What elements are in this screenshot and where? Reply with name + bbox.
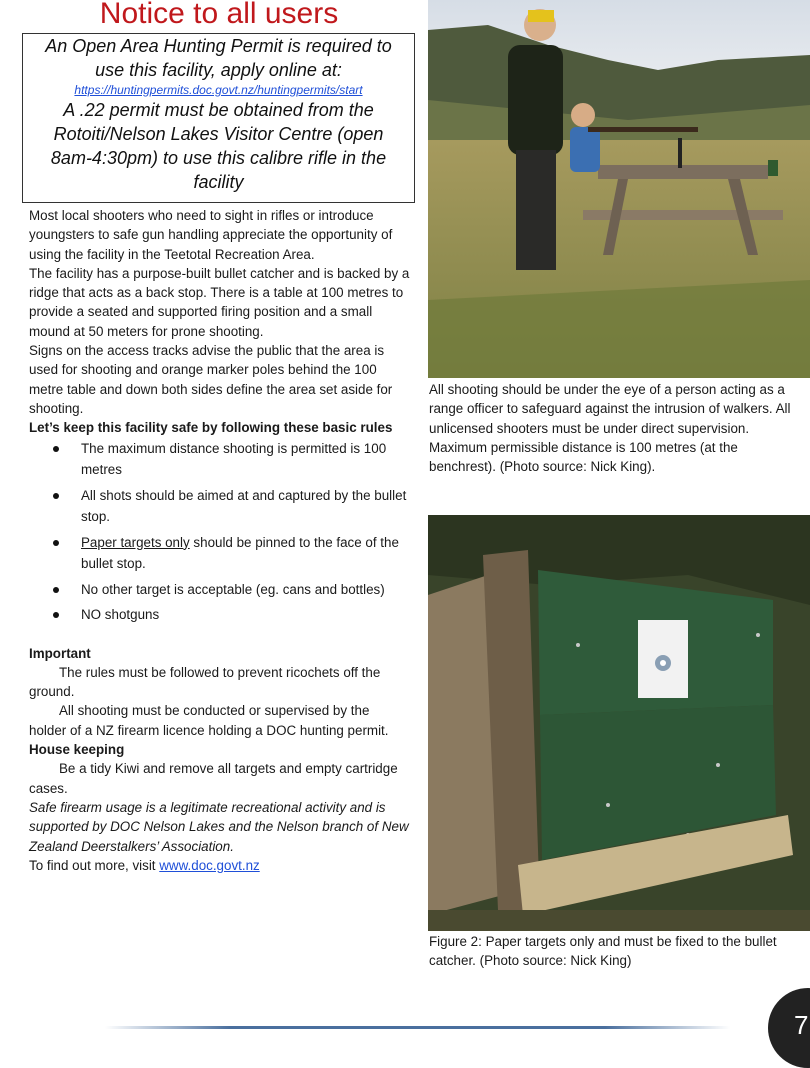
footer-divider: [105, 1026, 730, 1029]
bullet-icon: [53, 540, 59, 546]
list-item: All shots should be aimed at and captured by the bullet stop.: [81, 485, 410, 528]
list-item: No other target is acceptable (eg. cans and bottles): [81, 579, 410, 601]
important-ricochet: The rules must be followed to prevent ricochets off the ground.: [29, 664, 381, 700]
important-supervision: All shooting must be conducted or supervised by the holder of a NZ firearm licence holding a DOC hunting permit.: [29, 703, 389, 738]
page-title: Notice to all users: [99, 0, 339, 30]
list-item: Paper targets only should be pinned to the face of the bullet stop.: [81, 532, 410, 575]
bullet-catcher-illustration: [428, 515, 810, 931]
closing-statement: Safe firearm usage is a legitimate recreational activity and is supported by DOC Nelson Lakes and the Nelson branch of New Zealand Deerstalkers’ Association.: [29, 799, 409, 854]
bullet-icon: [53, 493, 59, 499]
page-number: 7: [794, 1010, 809, 1040]
list-item: NO shotguns: [81, 604, 410, 626]
notice-line-4: Rotoiti/Nelson Lakes Visitor Centre (open: [53, 124, 384, 144]
paper-targets-emphasis: Paper targets only: [81, 534, 190, 550]
range-photo-illustration: [428, 0, 810, 378]
range-officer-photo: [428, 0, 810, 378]
paragraph-signs: Signs on the access tracks advise the public that the area is used for shooting and orange marker poles behind the 100 metre table and down both sides define the area set aside for shooting.: [29, 343, 393, 416]
permit-notice-box: [22, 33, 415, 203]
photo1-caption: All shooting should be under the eye of a person acting as a range officer to safeguard against the intrusion of walkers. All unlicensed shooters must be under direct supervision. Maximum permissible distance is 100 metres (at the benchrest). (Photo source: Nick King).: [429, 382, 791, 475]
rules-list: [29, 438, 410, 626]
body-text: [29, 206, 410, 875]
housekeeping-heading: House keeping: [29, 742, 125, 758]
notice-line-1: An Open Area Hunting Permit is required to: [45, 36, 392, 56]
housekeeping-text: Be a tidy Kiwi and remove all targets and empty cartridge cases.: [29, 761, 398, 796]
important-heading: Important: [29, 645, 91, 661]
photo2-caption: Figure 2: Paper targets only and must be fixed to the bullet catcher. (Photo source: Nick King): [429, 934, 777, 969]
permit-url-link[interactable]: https://huntingpermits.doc.govt.nz/huntingpermits/start: [74, 83, 363, 97]
notice-line-6: facility: [193, 172, 244, 192]
page-number-badge: [768, 988, 810, 1068]
bullet-catcher-photo: [428, 515, 810, 931]
notice-line-3: A .22 permit must be obtained from the: [63, 100, 374, 120]
paragraph-facility: The facility has a purpose-built bullet catcher and is backed by a ridge that acts as a back stop. There is a table at 100 metres to provide a seated and supported firing position and a small mound at 50 meters for prone shooting.: [29, 265, 410, 339]
paragraph-intro: Most local shooters who need to sight in rifles or introduce youngsters to safe gun handling appreciate the opportunity of using the facility in the Teetotal Recreation Area.: [29, 208, 393, 262]
doc-website-link[interactable]: www.doc.govt.nz: [159, 857, 260, 873]
notice-line-5: 8am-4:30pm) to use this calibre rifle in the: [50, 148, 387, 168]
bullet-icon: [53, 446, 59, 452]
rules-heading: Let’s keep this facility safe by following these basic rules: [29, 420, 393, 436]
find-out-more: To find out more, visit www.doc.govt.nz: [29, 857, 260, 873]
list-item: The maximum distance shooting is permitted is 100 metres: [81, 438, 410, 481]
notice-line-2: use this facility, apply online at:: [95, 60, 342, 80]
bullet-icon: [53, 587, 59, 593]
bullet-icon: [53, 612, 59, 618]
